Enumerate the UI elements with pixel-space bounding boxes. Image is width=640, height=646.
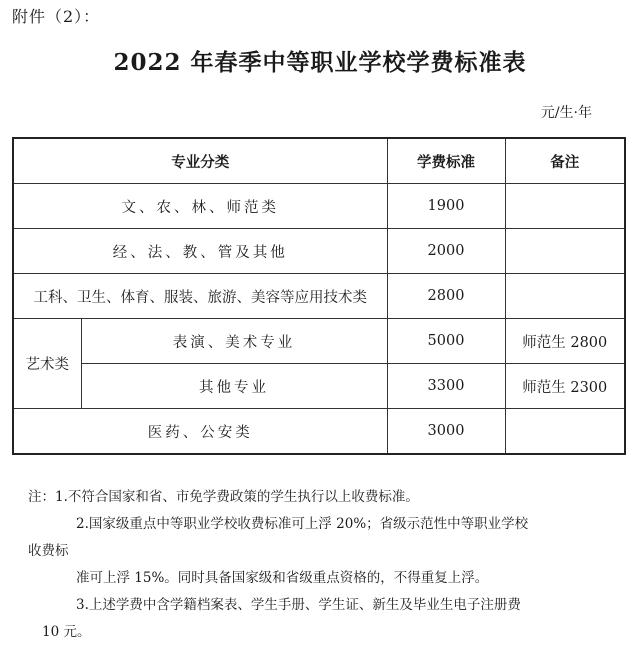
row-remark [505, 184, 625, 229]
attachment-label: 附件（2）： [12, 7, 101, 26]
fee-table [12, 137, 626, 455]
header-category: 专业分类 [13, 138, 387, 184]
row-category: 工科、卫生、体育、服装、旅游、美容等应用技术类 [13, 274, 387, 319]
note-line: 10 元。 [42, 624, 91, 640]
table-row [13, 319, 625, 364]
row-category: 文、农、林、师范类 [13, 184, 387, 229]
row-remark [505, 409, 625, 455]
row-category: 医药、公安类 [13, 409, 387, 455]
note-line: 2.国家级重点中等职业学校收费标准可上浮 20%；省级示范性中等职业学校 [76, 516, 529, 532]
row-remark [505, 229, 625, 274]
unit-label: 元/生·年 [540, 105, 592, 121]
table-row [13, 364, 625, 409]
row-fee: 3300 [387, 364, 505, 409]
header-standard: 学费标准 [387, 138, 505, 184]
table-row [13, 409, 625, 455]
page-title: 2022 年春季中等职业学校学费标准表 [113, 49, 527, 76]
row-category: 经、法、教、管及其他 [13, 229, 387, 274]
note-line: 收费标 [28, 543, 69, 559]
table-row [13, 184, 625, 229]
row-fee: 1900 [387, 184, 505, 229]
table-row [13, 229, 625, 274]
row-fee: 2000 [387, 229, 505, 274]
header-remark: 备注 [505, 138, 625, 184]
row-remark: 师范生 2800 [505, 319, 625, 364]
art-group-label: 艺术类 [13, 319, 81, 409]
row-remark [505, 274, 625, 319]
table-header-row [13, 138, 625, 184]
table-row [13, 274, 625, 319]
row-category: 表演、美术专业 [81, 319, 387, 364]
row-category: 其他专业 [81, 364, 387, 409]
note-line: 注：1.不符合国家和省、市免学费政策的学生执行以上收费标准。 [28, 489, 419, 505]
note-line: 3.上述学费中含学籍档案表、学生手册、学生证、新生及毕业生电子注册费 [76, 597, 521, 613]
note-line: 准可上浮 15%。同时具备国家级和省级重点资格的，不得重复上浮。 [76, 570, 489, 586]
row-fee: 3000 [387, 409, 505, 455]
notes-section [28, 484, 598, 646]
row-fee: 5000 [387, 319, 505, 364]
row-remark: 师范生 2300 [505, 364, 625, 409]
row-fee: 2800 [387, 274, 505, 319]
